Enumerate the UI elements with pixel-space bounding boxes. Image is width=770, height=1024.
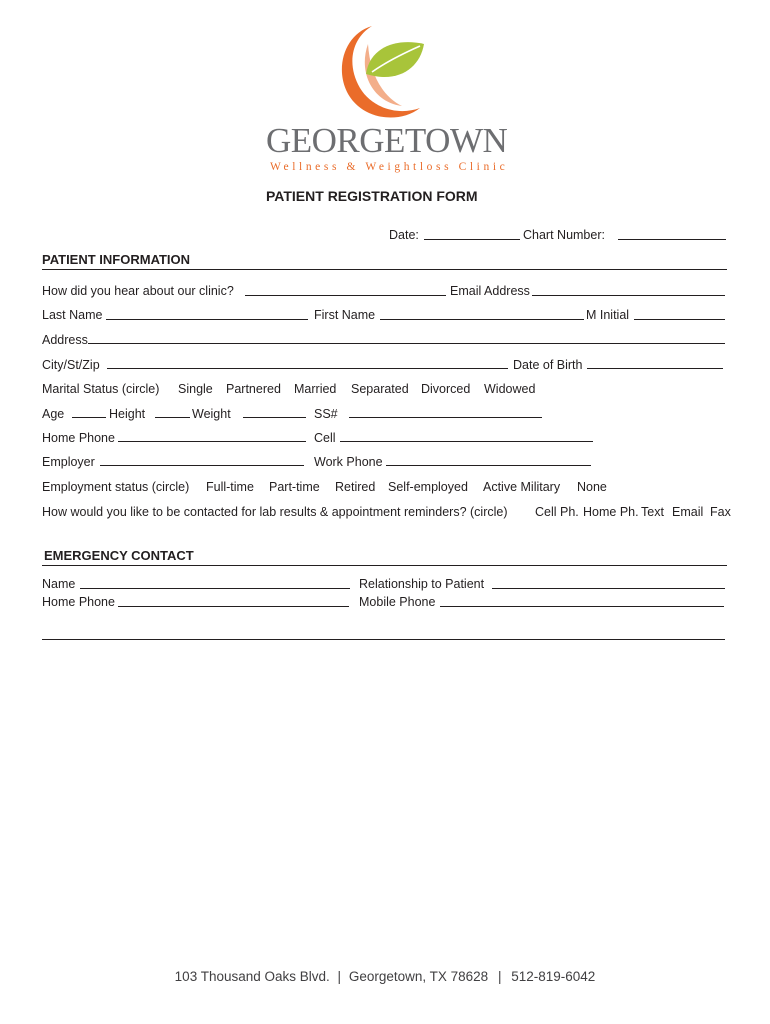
- city-field[interactable]: [107, 368, 508, 369]
- section-divider: [42, 639, 725, 640]
- last-name-label: Last Name: [42, 308, 103, 322]
- employment-label: Employment status (circle): [42, 480, 190, 494]
- brand-name: GEORGETOWN: [266, 121, 508, 160]
- marital-option[interactable]: Divorced: [421, 382, 471, 396]
- employment-option[interactable]: Part-time: [269, 480, 320, 494]
- hear-about-label: How did you hear about our clinic?: [42, 284, 234, 298]
- date-field[interactable]: [424, 239, 520, 240]
- mobile-phone-field[interactable]: [440, 606, 724, 607]
- emergency-heading: EMERGENCY CONTACT: [44, 548, 194, 563]
- emergency-name-label: Name: [42, 577, 76, 591]
- mobile-phone-label: Mobile Phone: [359, 595, 436, 609]
- emergency-home-phone-field[interactable]: [118, 606, 349, 607]
- footer-phone: 512-819-6042: [511, 969, 596, 984]
- contact-option[interactable]: Text: [641, 505, 664, 519]
- employer-field[interactable]: [100, 465, 304, 466]
- relationship-field[interactable]: [492, 588, 725, 589]
- weight-label: Weight: [192, 407, 231, 421]
- patient-info-heading: PATIENT INFORMATION: [42, 252, 191, 267]
- m-initial-field[interactable]: [634, 319, 725, 320]
- address-field[interactable]: [88, 343, 725, 344]
- section-divider: [42, 269, 727, 270]
- date-label: Date:: [389, 228, 419, 242]
- height-label: Height: [109, 407, 146, 421]
- dob-label: Date of Birth: [513, 358, 583, 372]
- employment-option[interactable]: Active Military: [483, 480, 561, 494]
- employment-option[interactable]: None: [577, 480, 607, 494]
- work-phone-field[interactable]: [386, 465, 591, 466]
- m-initial-label: M Initial: [586, 308, 630, 322]
- employment-option[interactable]: Full-time: [206, 480, 254, 494]
- footer-address: 103 Thousand Oaks Blvd.: [174, 969, 330, 984]
- footer-city: Georgetown, TX 78628: [348, 969, 489, 984]
- marital-option[interactable]: Widowed: [484, 382, 536, 396]
- age-field[interactable]: [72, 417, 106, 418]
- footer: 103 Thousand Oaks Blvd. | Georgetown, TX 78628 | 512-819-6042: [174, 969, 596, 984]
- form-title: PATIENT REGISTRATION FORM: [266, 188, 478, 204]
- emergency-name-field[interactable]: [80, 588, 350, 589]
- marital-label: Marital Status (circle): [42, 382, 160, 396]
- hear-about-field[interactable]: [245, 295, 446, 296]
- city-label: City/St/Zip: [42, 358, 100, 372]
- chart-number-label: Chart Number:: [523, 228, 605, 242]
- weight-field[interactable]: [243, 417, 306, 418]
- address-label: Address: [42, 333, 88, 347]
- employer-label: Employer: [42, 455, 95, 469]
- marital-option[interactable]: Partnered: [226, 382, 281, 396]
- contact-option[interactable]: Home Ph.: [583, 505, 639, 519]
- contact-option[interactable]: Email: [672, 505, 704, 519]
- contact-option[interactable]: Cell Ph.: [535, 505, 579, 519]
- email-field[interactable]: [532, 295, 725, 296]
- marital-option[interactable]: Separated: [351, 382, 409, 396]
- home-phone-label: Home Phone: [42, 431, 115, 445]
- marital-option[interactable]: Single: [178, 382, 213, 396]
- brand-tagline: Wellness & Weightloss Clinic: [270, 161, 509, 173]
- home-phone-field[interactable]: [118, 441, 306, 442]
- height-field[interactable]: [155, 417, 190, 418]
- last-name-field[interactable]: [106, 319, 308, 320]
- first-name-label: First Name: [314, 308, 376, 322]
- first-name-field[interactable]: [380, 319, 584, 320]
- work-phone-label: Work Phone: [314, 455, 383, 469]
- section-divider: [42, 565, 727, 566]
- email-label: Email Address: [450, 284, 530, 298]
- relationship-label: Relationship to Patient: [359, 577, 485, 591]
- cell-label: Cell: [314, 431, 336, 445]
- ss-label: SS#: [314, 407, 338, 421]
- marital-option[interactable]: Married: [294, 382, 337, 396]
- cell-field[interactable]: [340, 441, 593, 442]
- chart-number-field[interactable]: [618, 239, 726, 240]
- employment-option[interactable]: Retired: [335, 480, 376, 494]
- contact-option[interactable]: Fax: [710, 505, 731, 519]
- ss-field[interactable]: [349, 417, 542, 418]
- contact-label: How would you like to be contacted for lab results & appointment reminders? (circle): [42, 505, 508, 519]
- age-label: Age: [42, 407, 65, 421]
- emergency-home-phone-label: Home Phone: [42, 595, 115, 609]
- dob-field[interactable]: [587, 368, 723, 369]
- employment-option[interactable]: Self-employed: [388, 480, 468, 494]
- clinic-logo-icon: [328, 22, 440, 122]
